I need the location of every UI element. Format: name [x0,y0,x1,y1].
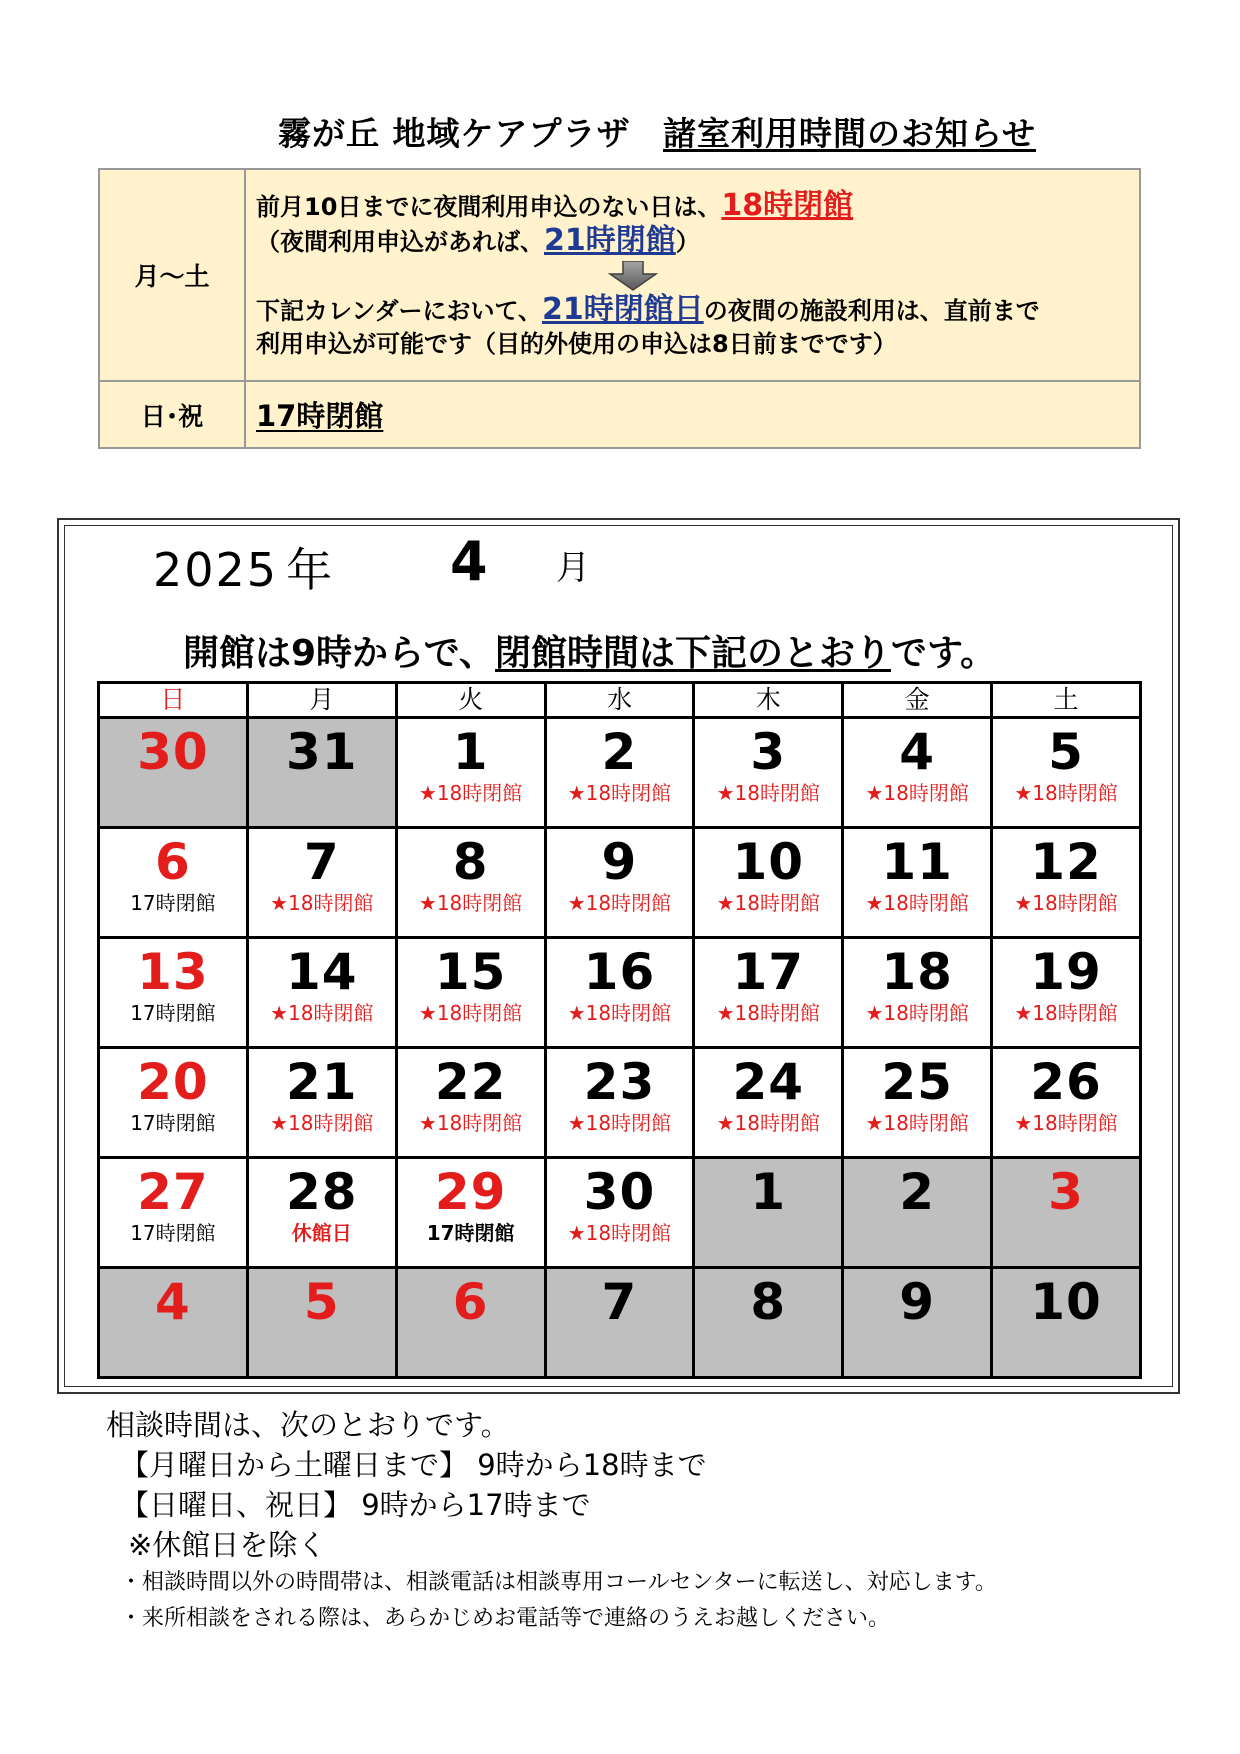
day-number: 16 [583,943,656,1001]
opening-notice [183,625,996,676]
calendar-body [99,718,1141,1378]
calendar-day-cell [992,1158,1141,1268]
consult-note-2: ・来所相談をされる際は、あらかじめお電話等で連絡のうえお越しください。 [120,1606,891,1631]
calendar-day-cell [545,1268,694,1378]
day-number: 2 [601,723,638,781]
day-number: 8 [750,1273,787,1331]
facility-name: 霧が丘 地域ケアプラザ [278,114,631,153]
rule-text: の夜間の施設利用は、直前まで [703,297,1040,325]
rule-line-1 [256,189,1139,224]
day-number: 3 [1048,1163,1084,1221]
day-number: 9 [601,833,638,891]
day-number: 30 [583,1163,656,1221]
calendar-day-cell [694,1048,843,1158]
day-closing-note: ★18時閉館 [270,1001,374,1025]
day-number: 12 [1030,833,1102,891]
day-closing-note: ★18時閉館 [418,781,523,805]
consult-weekday-hours: 【月曜日から土曜日まで】 9時から18時まで [120,1448,707,1482]
notice-text: です。 [891,633,997,674]
down-arrow-icon [608,261,658,291]
calendar-day-cell [99,718,248,828]
weekday-header: 日 [99,683,248,718]
calendar-day-cell [396,718,545,828]
weekday-header-row [99,683,1141,718]
day-number: 19 [1030,943,1102,1001]
consultation-info [106,1405,1206,1637]
day-number: 13 [137,943,209,1001]
calendar-week-row [99,1268,1141,1378]
holiday-close-text: 17時閉館 [256,399,384,433]
rule-line-3 [256,293,1139,328]
consult-note-1: ・相談時間以外の時間帯は、相談電話は相談専用コールセンターに転送し、対応します。 [120,1570,997,1595]
day-number: 5 [1048,723,1084,781]
day-number: 26 [1030,1053,1102,1111]
day-closing-note: ★18時閉館 [567,1221,672,1245]
day-closing-note: ★18時閉館 [567,1111,672,1135]
calendar-day-cell [992,718,1141,828]
day-number: 10 [732,833,805,891]
day-closing-note: ★18時閉館 [1014,1111,1118,1135]
calendar-day-cell [99,1158,248,1268]
day-closing-note: ★18時閉館 [567,891,672,915]
calendar-day-cell [545,828,694,938]
day-number: 4 [155,1273,191,1331]
calendar-day-cell [99,1268,248,1378]
day-number: 28 [285,1163,358,1221]
calendar-week-row [99,938,1141,1048]
day-number: 15 [434,943,507,1001]
calendar-day-cell [694,938,843,1048]
day-number: 4 [899,723,936,781]
notice-subject: 諸室利用時間のお知らせ [663,114,1037,153]
weekday-header: 水 [545,683,694,718]
rule-text: 下記カレンダーにおいて、 [256,297,542,325]
calendar-day-cell [992,828,1141,938]
day-closing-note: 17時閉館 [426,1221,515,1245]
day-closing-note: ★18時閉館 [418,1111,523,1135]
weekday-label: 月～土 [99,169,245,381]
day-number: 22 [434,1053,507,1111]
calendar-day-cell [992,1268,1141,1378]
day-number: 11 [881,833,953,891]
calendar-day-cell [247,1048,396,1158]
calendar-day-cell [396,938,545,1048]
consult-holiday-hours: 【日曜日、祝日】 9時から17時まで [120,1488,591,1522]
notice-text: 開館は9時からで、 [183,633,495,674]
calendar-week-row [99,828,1141,938]
calendar-day-cell [247,938,396,1048]
consult-exception: ※休館日を除く [128,1528,327,1562]
day-number: 27 [137,1163,209,1221]
rule-text: 前月10日までに夜間利用申込のない日は、 [256,193,722,221]
year-number: 2025 [153,543,279,597]
calendar-day-cell [843,828,992,938]
day-number: 9 [899,1273,936,1331]
day-number: 29 [434,1163,507,1221]
day-number: 23 [583,1053,656,1111]
calendar-day-cell [843,718,992,828]
day-number: 24 [732,1053,805,1111]
calendar-day-cell [545,1158,694,1268]
consult-intro: 相談時間は、次のとおりです。 [106,1408,510,1442]
notice-underlined: 閉館時間は下記のとおり [494,633,891,674]
calendar-day-cell [545,718,694,828]
day-closing-note: ★18時閉館 [716,781,820,805]
day-number: 1 [750,1163,787,1221]
weekday-rules [245,169,1140,381]
rule-text: （夜間利用申込があれば、 [256,228,544,256]
calendar-day-cell [247,718,396,828]
month-kanji: 月 [556,548,590,588]
holiday-label: 日･祝 [99,381,245,448]
calendar-day-cell [843,1268,992,1378]
calendar-day-cell [99,1048,248,1158]
day-closing-note: ★18時閉館 [567,1001,672,1025]
day-closing-note: ★18時閉館 [865,1111,969,1135]
calendar-day-cell [694,1268,843,1378]
day-closing-note: 17時閉館 [130,1111,216,1135]
calendar-day-cell [99,828,248,938]
hours-info-table [98,168,1141,449]
weekday-header: 火 [396,683,545,718]
weekday-header: 土 [992,683,1141,718]
day-closing-note: ★18時閉館 [418,1001,523,1025]
day-number: 31 [285,723,358,781]
rule-line-2 [256,224,1139,259]
day-closing-note: ★18時閉館 [865,781,969,805]
weekday-header: 金 [843,683,992,718]
day-number: 20 [137,1053,209,1111]
day-closing-note: ★18時閉館 [270,891,374,915]
rule-line-4: 利用申込が可能です（目的外使用の申込は8日前までです） [256,330,897,358]
calendar-day-cell [99,938,248,1048]
day-closing-note: ★18時閉館 [270,1111,374,1135]
day-number: 1 [452,723,489,781]
close-21-day-label: 21時閉館日 [541,292,704,327]
day-closing-note: ★18時閉館 [1014,781,1118,805]
close-21-label: 21時閉館 [544,223,676,258]
day-closing-note: ★18時閉館 [716,1001,820,1025]
calendar-day-cell [545,1048,694,1158]
day-number: 6 [155,833,191,891]
calendar-day-cell [247,828,396,938]
calendar-day-cell [396,828,545,938]
rule-text: ） [675,228,700,256]
calendar-week-row [99,1158,1141,1268]
weekday-header: 木 [694,683,843,718]
day-number: 3 [750,723,787,781]
day-closing-note: ★18時閉館 [1014,1001,1118,1025]
day-closing-note: 17時閉館 [130,1221,216,1245]
day-number: 25 [881,1053,953,1111]
day-number: 17 [732,943,805,1001]
day-number: 8 [452,833,489,891]
weekday-header: 月 [247,683,396,718]
day-closing-note: ★18時閉館 [418,891,523,915]
calendar-day-cell [396,1158,545,1268]
day-closing-note: ★18時閉館 [567,781,672,805]
calendar-day-cell [843,938,992,1048]
day-number: 18 [881,943,953,1001]
day-number: 5 [303,1273,340,1331]
calendar-week-row [99,1048,1141,1158]
calendar-day-cell [992,938,1141,1048]
day-closing-note: 17時閉館 [130,891,216,915]
calendar-day-cell [247,1158,396,1268]
calendar-day-cell [694,828,843,938]
page-title [278,108,1036,155]
day-closing-note: 休館日 [291,1221,352,1245]
calendar-month: 4 [450,530,488,593]
close-18-label: 18時閉館 [721,188,854,223]
day-number: 7 [303,833,340,891]
day-number: 14 [285,943,358,1001]
day-number: 10 [1030,1273,1102,1331]
calendar-week-row [99,718,1141,828]
day-number: 21 [285,1053,358,1111]
day-number: 30 [137,723,209,781]
calendar-day-cell [545,938,694,1048]
calendar-day-cell [396,1048,545,1158]
holiday-rule [245,381,1140,448]
calendar-grid [97,681,1142,1379]
day-number: 6 [452,1273,489,1331]
calendar-day-cell [992,1048,1141,1158]
day-number: 7 [601,1273,638,1331]
calendar-day-cell [843,1158,992,1268]
day-number: 2 [899,1163,936,1221]
year-kanji: 年 [286,543,335,597]
day-closing-note: ★18時閉館 [865,891,969,915]
day-closing-note: ★18時閉館 [865,1001,969,1025]
day-closing-note: ★18時閉館 [1014,891,1118,915]
calendar-day-cell [694,718,843,828]
day-closing-note: ★18時閉館 [716,1111,820,1135]
calendar-day-cell [247,1268,396,1378]
day-closing-note: ★18時閉館 [716,891,820,915]
calendar-day-cell [694,1158,843,1268]
calendar-day-cell [843,1048,992,1158]
calendar-year [153,534,334,600]
day-closing-note: 17時閉館 [130,1001,216,1025]
calendar-day-cell [396,1268,545,1378]
